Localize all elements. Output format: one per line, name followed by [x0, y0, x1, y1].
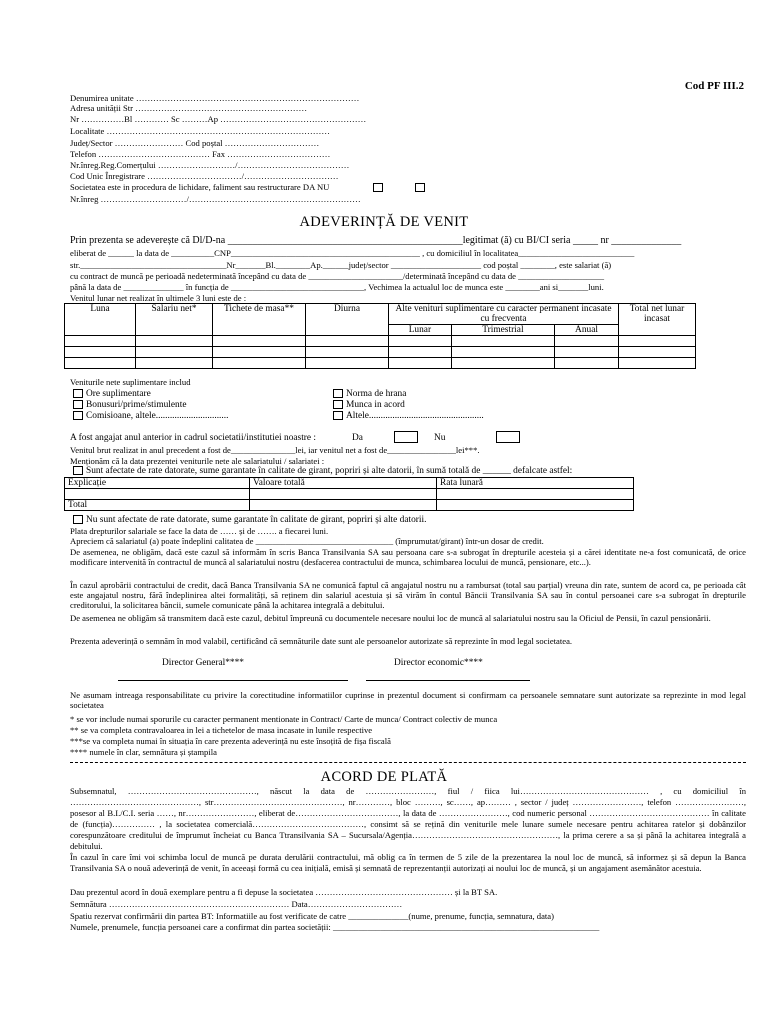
section-divider: [70, 762, 746, 763]
form-code: Cod PF III.2: [684, 80, 744, 92]
checkbox-ore[interactable]: [73, 389, 83, 398]
adeverinta-line-5: până la data de ______________ în funcția de _______________________________, Vechimea la actualul loc de munca este ________ani si_______luni.: [70, 282, 604, 292]
header-field-localitate: Localitate ……………………………………………………………………: [70, 126, 330, 136]
rate-afectate-label: Sunt afectate de rate datorate, sume garantate în calitate de girant, popriri și alte datorii, în sumă totală de ______ defalcate astfel:: [86, 466, 573, 476]
checkbox-da[interactable]: [373, 183, 383, 192]
checkbox-norma[interactable]: [333, 389, 343, 398]
header-field-judet: Județ/Sector …………………… Cod poștal ……………………………: [70, 138, 320, 148]
venituri-header: Veniturile nete suplimentare includ: [70, 377, 191, 387]
checkbox-comisioane[interactable]: [73, 411, 83, 420]
income-row[interactable]: [65, 336, 696, 347]
venit-altele: [330, 411, 484, 421]
income-col-diurna: Diurna: [306, 304, 389, 336]
checkbox-acord[interactable]: [333, 400, 343, 409]
nesunt-afectate-label: Nu sunt afectate de rate datorate, sume garantate în calitate de girant, popriri și alte datorii.: [86, 515, 427, 525]
header-field-nr: Nr ……………Bl ………… Sc ………Ap ……………………………………………: [70, 114, 367, 124]
header-field-cui: Cod Unic Înregistrare ……………………………/……………………………: [70, 171, 339, 181]
director-general-signature-line: [118, 680, 348, 681]
adeverinta-line-2: eliberat de ______ la data de __________CNP____________________________________________ , cu domiciliul în localitatea___________________________: [70, 248, 635, 258]
director-economic-signature-line: [366, 680, 530, 681]
income-row[interactable]: [65, 347, 696, 358]
nesunt-afectate: [70, 515, 426, 525]
acord-paragraph: Subsemnatul, ………………………………………, născut la data de ……………………, fiul / fiica lui……………………………………… , cu domiciliul în ………………………………………, str………………………………………, nr…………, bloc ………, sc……, ap……… , sector / județ ……………………, telefon ……………………, posesor al B.I./C.I. seria ……, nr……………………, eliberat de………………………………, la data de ……………………, cod numeric personal …………………………………… în calitate de (funcția)…………… , la societatea comercială…………………………………, consimt să se rețină din veniturile mele lunare sumele necesare pentru achitarea ratelor și dobânzilor corespunzătoare creditului de împrumut încheiat cu Banca Ttransilvania SA – Sucursala/Agenția……………………………………………, la prima cerere a sa și până la achitarea integrală a debitului.: [70, 786, 746, 851]
header-field-adresa: Adresa unității Str ……………………………………………………: [70, 103, 308, 113]
angajat-da-label: Da: [352, 433, 363, 443]
checkbox-angajat-nu[interactable]: [496, 431, 520, 443]
numele-confirmare-line: Numele, prenumele, funcția persoanei care a confirmat din partea societății: ______________________________________________________________: [70, 922, 600, 932]
income-col-total: Total net lunar incasat: [619, 304, 696, 336]
angajat-nu-label: Nu: [434, 433, 446, 443]
income-col-tichete: Tichete de masa**: [213, 304, 306, 336]
acord-paragraph-2: În cazul în care îmi voi schimba locul de muncă pe durata derulării contractului, mă oblig ca în termen de 5 zile de la prezentarea la noul loc de muncă, să informez și să depun la Banca Transilvania SA o nouă adeverință de venit, în aceeași formă cu cea inițială, emisă și semnată de reprezentanții autorizați ai noului loc de muncă, și un angajament asemănător acestuia.: [70, 852, 746, 873]
rate-col-explicatie: Explicație: [65, 478, 250, 489]
transmitem-paragraph: De asemenea ne obligăm să transmitem dacă este cazul, debitul împreună cu documentele necesare noului loc de muncă al salariatului nostru sau la Oficiul de Pensii, în cazul pensionării.: [70, 613, 711, 623]
spatiu-bt-line: Spatiu rezervat confirmării din partea BT: Informatiile au fost verificate de catre ______________(nume, prenume, funcția, semnatura, data): [70, 911, 554, 921]
adeverinta-line-1: Prin prezenta se adeverește că Dl/D-na _______________________________________________legitimat (ă) cu BI/CI seria _____ nr ______________: [70, 236, 682, 246]
adeverinta-line-6: Venitul lunar net realizat în ultimele 3 luni este de :: [70, 293, 247, 303]
rate-total-row: [65, 500, 634, 511]
venit-brut-line: Venitul brut realizat in anul precedent a fost de_______________lei, iar venitul net a fost de________________lei***.: [70, 445, 480, 455]
header-field-lichidare: Societatea este in procedura de lichidare, faliment sau restructurare DA NU: [70, 182, 330, 192]
income-sub-lunar: Lunar: [389, 325, 452, 336]
apreciem-line: Apreciem că salariatul (a) poate îndeplini calitatea de ________________________________ (împrumutat/girant) într-un dosar de credit.: [70, 536, 544, 546]
plata-line: Plata drepturilor salariale se face la data de …… și de ……. a fiecarei luni.: [70, 526, 329, 536]
header-field-nr-inreg: Nr.înreg …………………………/……………………………………………………: [70, 194, 361, 204]
checkbox-rate-afectate[interactable]: [73, 466, 83, 475]
checkbox-nesunt-afectate[interactable]: [73, 515, 83, 524]
income-col-salariu: Salariu net*: [136, 304, 213, 336]
rate-col-valoare: Valoare totală: [250, 478, 437, 489]
venit-bonusuri-label: Bonusuri/prime/stimulente: [86, 400, 187, 410]
income-col-alte: Alte venituri suplimentare cu caracter permanent incasate cu frecventa: [389, 304, 619, 325]
checkbox-angajat-da[interactable]: [394, 431, 418, 443]
venit-ore: [70, 389, 151, 399]
note-1: * se vor include numai sporurile cu caracter permanent mentionate in Contract/ Carte de munca/ Contract colectiv de munca: [70, 714, 498, 724]
income-sub-anual: Anual: [555, 325, 619, 336]
venit-norma: [330, 389, 406, 399]
income-table: [64, 303, 696, 369]
rate-col-rata: Rata lunară: [437, 478, 634, 489]
venit-comisioane: [70, 411, 228, 421]
aprobare-paragraph: În cazul aprobării contractului de credit, dacă Banca Transilvania SA ne comunică faptul că angajatul nostru nu a rambursat (total sau parțial) vreuna din rate, suntem de acord ca, pe perioada cât este angajatul nostru, fără îndeplinirea altei formalități, să reținem din salariul acestuia și să virăm în contul Băncii Transilvania SA sau în contul persoanei care s-a subrogat în drepturile creditorului, la solicitarea băncii, sumele comunicate până la achitarea integrală a debitului.: [70, 580, 746, 610]
venit-acord: [330, 400, 405, 410]
note-2: ** se va completa contravaloarea in lei a tichetelor de masa incasate in lunile respective: [70, 725, 373, 735]
header-field-denumire: Denumirea unitate ……………………………………………………………………: [70, 93, 360, 103]
checkbox-altele[interactable]: [333, 411, 343, 420]
rate-row[interactable]: [65, 489, 634, 500]
responsabilitate-note: Ne asumam intreaga responsabilitate cu privire la corectitudine informatiilor cuprinse in prezentul document si confirmam ca persoanele semnatare sunt autorizate sa reprezinte in mod legal societatea: [70, 690, 746, 710]
venit-comisioane-label: Comisioane, altele...............................: [86, 411, 229, 421]
rate-table: [64, 477, 634, 511]
mentionam-line: Menționăm că la data prezentei veniturile nete ale salariatului / salariatei :: [70, 456, 325, 466]
checkbox-bonusuri[interactable]: [73, 400, 83, 409]
angajat-anterior-label: A fost angajat anul anterior in cadrul societatii/institutiei noastre :: [70, 433, 317, 443]
venit-acord-label: Munca in acord: [346, 400, 405, 410]
header-field-reg-comert: Nr.înreg.Reg.Comerțului ………………………/…………………………………: [70, 160, 350, 170]
adeverinta-line-4: cu contract de muncă pe perioadă nedeterminată începând cu data de ______________________/determinată începând cu data de ____________________: [70, 271, 605, 281]
venit-norma-label: Norma de hrana: [346, 389, 407, 399]
prezenta-line: Prezenta adeverință o semnăm în mod valabil, certificând că semnăturile date sunt ale persoanelor autorizate să reprezinte în mod legal societatea.: [70, 636, 573, 646]
income-sub-trimestrial: Trimestrial: [451, 325, 554, 336]
checkbox-nu[interactable]: [415, 183, 425, 192]
note-4: **** numele în clar, semnătura și ștampila: [70, 747, 217, 757]
dau-line: Dau prezentul acord în două exemplare pentru a fi depuse la societatea ………………………………………… și la BT SA.: [70, 887, 498, 897]
semnatura-line: Semnătura ……………………………………………………… Data……………………………: [70, 899, 403, 909]
rate-afectate: [70, 466, 572, 476]
income-col-luna: Luna: [65, 304, 136, 336]
adeverinta-title: ADEVERINȚĂ DE VENIT: [299, 214, 469, 230]
rate-total-label: Total: [65, 500, 250, 511]
venit-bonusuri: [70, 400, 187, 410]
director-economic-label: Director economic****: [394, 658, 483, 668]
note-3: ***se va completa numai în situația în care prezenta adeverință nu este însoțită de fișa fiscală: [70, 736, 391, 746]
income-row[interactable]: [65, 358, 696, 369]
venit-ore-label: Ore suplimentare: [86, 389, 151, 399]
venit-altele-label: Altele.................................................: [346, 411, 484, 421]
acord-title: ACORD DE PLATĂ: [320, 769, 448, 785]
asemenea-paragraph: De asemenea, ne obligăm, dacă este cazul să informăm în scris Banca Transilvania SA sau persoana care s-a subrogat în drepturile acesteia și a cărei identitate ne-a fost comunicată, de orice modificare intervenită în contractul de muncă al salariatului nostru (desfacerea contractului de munca, schimbarea locului de muncă, pensionare, etc...).: [70, 547, 746, 567]
adeverinta-line-3: str.__________________________________Nr_______Bl.________Ap.______județ/sector _____________________ cod poștal ________, este salariat (ă): [70, 260, 612, 270]
director-general-label: Director General****: [162, 658, 244, 668]
header-field-telefon: Telefon ………………………………… Fax ………………………………: [70, 149, 331, 159]
